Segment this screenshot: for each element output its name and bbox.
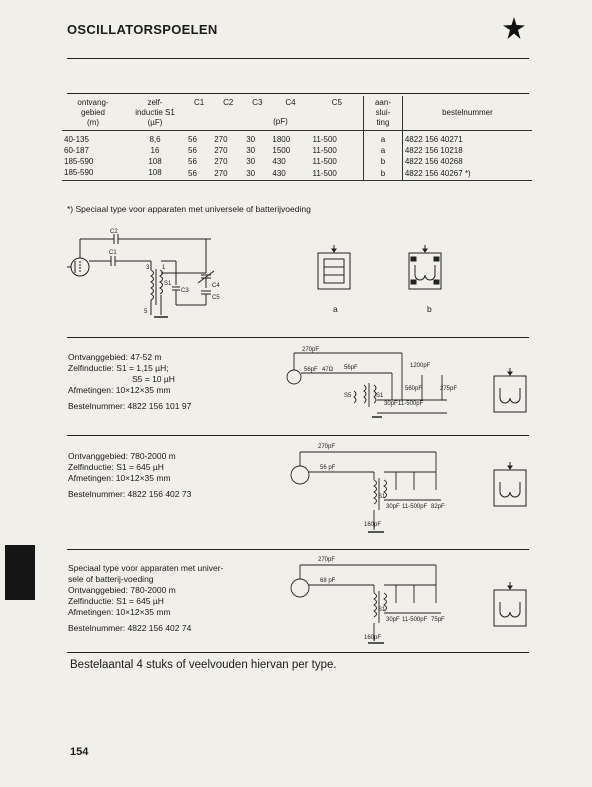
cap-11-500-label: 11-500pF: [398, 401, 424, 407]
cell: 430: [272, 169, 286, 178]
oscillator-circuit-diagram: [66, 225, 256, 325]
header-text: ting: [376, 118, 390, 127]
s1-label: S1: [378, 494, 386, 500]
divider: [67, 652, 529, 653]
cell: 30: [246, 157, 256, 166]
header-text: slui-: [375, 108, 391, 117]
diagram-b-caption: b: [427, 304, 432, 314]
spec-line: Speciaal type voor apparaten met univer-: [68, 563, 224, 573]
c5-label: C5: [212, 295, 220, 301]
cell: 108: [148, 168, 162, 177]
section-3-connection: [492, 582, 532, 632]
pin-3-label: 3: [146, 265, 150, 271]
s1-label: S1: [164, 281, 172, 287]
cell: 56: [188, 157, 197, 166]
section-2-circuit: [286, 440, 476, 535]
resistor-47-label: 47Ω: [322, 367, 334, 373]
cap-275-label: 275pF: [440, 386, 458, 392]
table-row: [62, 156, 532, 167]
cell: 11-500: [312, 157, 337, 166]
section-2-connection: [492, 462, 532, 512]
cell: 30: [246, 135, 256, 144]
cell: 185-590: [64, 168, 94, 177]
c4-label: C4: [212, 283, 220, 289]
cell: 11-500: [312, 146, 337, 155]
cap-75-label: 75pF: [431, 617, 445, 623]
header-text: aan-: [374, 98, 391, 107]
divider: [67, 58, 529, 59]
header-text: gebied: [80, 108, 106, 117]
cell: 4822 156 40268: [402, 156, 532, 167]
section-1-circuit: [282, 345, 472, 425]
section-1-specs: [68, 352, 191, 412]
cell: 270: [214, 169, 228, 178]
s1-label: S1: [378, 607, 386, 613]
cell: 11-500: [312, 135, 337, 144]
cap-270-label: 270pF: [318, 444, 336, 450]
cap-30-label: 30pF: [384, 401, 398, 407]
cap-68-label: 68 pF: [320, 578, 336, 584]
s1-label: S1: [376, 393, 384, 399]
cap-56-label: 56 pF: [320, 465, 336, 471]
order-number: Bestelnummer: 4822 156 101 97: [68, 401, 192, 411]
cap-11-500-label: 11-500pF: [402, 617, 428, 623]
spec-line: Afmetingen: 10×12×35 mm: [68, 385, 171, 395]
cell: 108: [148, 157, 162, 166]
order-quantity-note: Bestelaantal 4 stuks of veelvouden hiervan per type.: [70, 659, 337, 671]
page-number: 154: [70, 746, 89, 758]
table-row: [62, 167, 532, 181]
spec-line: Afmetingen: 10×12×35 mm: [68, 473, 171, 483]
cell: 1800: [272, 135, 291, 144]
cap-160-label: 160pF: [364, 522, 382, 528]
spec-line: S5 = 10 µH: [132, 374, 175, 384]
header-text: (m): [87, 118, 99, 127]
cell: 1500: [272, 146, 291, 155]
header-text: zelf-: [147, 98, 163, 107]
col-order: bestelnummer: [402, 96, 532, 131]
divider: [67, 435, 529, 436]
col-c1: C1: [193, 98, 205, 107]
cell: 56: [188, 135, 197, 144]
diagram-a-caption: a: [333, 304, 338, 314]
page-title: OSCILLATORSPOELEN: [67, 22, 218, 37]
divider: [67, 93, 529, 94]
cell: 270: [214, 146, 228, 155]
cap-30-label: 30pF: [386, 617, 400, 623]
spec-line: Zelfinductie: S1 = 645 µH: [68, 596, 164, 606]
spec-line: Ontvanggebied: 47-52 m: [68, 352, 162, 362]
c2-label: C2: [110, 229, 118, 235]
c1-label: C1: [109, 250, 117, 256]
cell: 4822 156 40271: [402, 131, 532, 146]
cap-56-label: 56pF: [304, 367, 318, 373]
star-icon: [502, 16, 526, 40]
spec-line: Afmetingen: 10×12×35 mm: [68, 607, 171, 617]
cell: 430: [272, 157, 286, 166]
section-2-specs: [68, 451, 191, 500]
cell: 30: [246, 169, 256, 178]
spec-line: Zelfinductie: S1 = 645 µH: [68, 462, 164, 472]
col-range: [62, 96, 124, 131]
section-1-connection: [492, 368, 532, 418]
col-connection: [364, 96, 403, 131]
cell: 60-187: [64, 146, 89, 155]
header-text: C4: [285, 98, 296, 107]
cell: 56: [188, 146, 197, 155]
cell: 4822 156 10218: [402, 145, 532, 156]
cap-270-label: 270pF: [302, 347, 320, 353]
spec-line: Zelfinductie: S1 = 1,15 µH;: [68, 363, 169, 373]
divider: [67, 337, 529, 338]
cell: a: [364, 131, 403, 146]
cell: 11-500: [312, 169, 337, 178]
col-c2: C2: [223, 98, 234, 107]
section-3-specs: [68, 563, 223, 634]
cell: 30: [246, 146, 256, 155]
header-text: (µF): [147, 118, 163, 127]
pin-1-label: 1: [162, 265, 166, 271]
header-text: inductie S1: [135, 108, 175, 117]
col-c3: C3: [252, 98, 263, 107]
cap-160-label: 160pF: [364, 635, 382, 641]
cap-1200-label: 1200pF: [410, 363, 431, 369]
order-number: Bestelnummer: 4822 156 402 74: [68, 623, 192, 633]
pin-5-label: 5: [144, 309, 148, 315]
cell: 16: [150, 146, 160, 155]
cell: 185-590: [64, 157, 94, 166]
cell: a: [364, 145, 403, 156]
table-row: [62, 131, 532, 146]
section-3-circuit: [286, 553, 476, 648]
c3-label: C3: [181, 288, 189, 294]
cell: 8,6: [149, 135, 161, 144]
cell: b: [364, 156, 403, 167]
col-inductance: [124, 96, 186, 131]
spec-line: sele of batterij-voeding: [68, 574, 154, 584]
cell: b: [364, 167, 403, 181]
cell: 40-135: [64, 135, 89, 144]
table-header-row: [62, 96, 532, 131]
connection-diagram-a: [314, 245, 364, 295]
table-row: [62, 145, 532, 156]
cell: 4822 156 40267 *): [402, 167, 532, 181]
spec-line: Ontvanggebied: 780-2000 m: [68, 585, 176, 595]
spec-line: Ontvanggebied: 780-2000 m: [68, 451, 176, 461]
s5-label: S5: [344, 393, 352, 399]
footnote: *) Speciaal type voor apparaten met universele of batterijvoeding: [67, 204, 311, 214]
col-c4: [270, 96, 310, 131]
cap-11-500-label: 11-500pF: [402, 504, 428, 510]
cap-30-label: 30pF: [386, 504, 400, 510]
coil-spec-table: [62, 96, 532, 181]
cell: 270: [214, 135, 228, 144]
divider: [67, 549, 529, 550]
cap-56b-label: 56pF: [344, 365, 358, 371]
header-unit: (pF): [273, 117, 288, 126]
cap-560-label: 560pF: [405, 386, 423, 392]
thumb-index-tab: [5, 545, 35, 600]
header-text: ontvang-: [77, 98, 109, 107]
cap-82-label: 82pF: [431, 504, 445, 510]
cell: 56: [188, 169, 197, 178]
order-number: Bestelnummer: 4822 156 402 73: [68, 489, 192, 499]
cell: 270: [214, 157, 228, 166]
cap-270-label: 270pF: [318, 557, 336, 563]
connection-diagram-b: [405, 245, 455, 295]
col-c5: C5: [331, 98, 342, 107]
